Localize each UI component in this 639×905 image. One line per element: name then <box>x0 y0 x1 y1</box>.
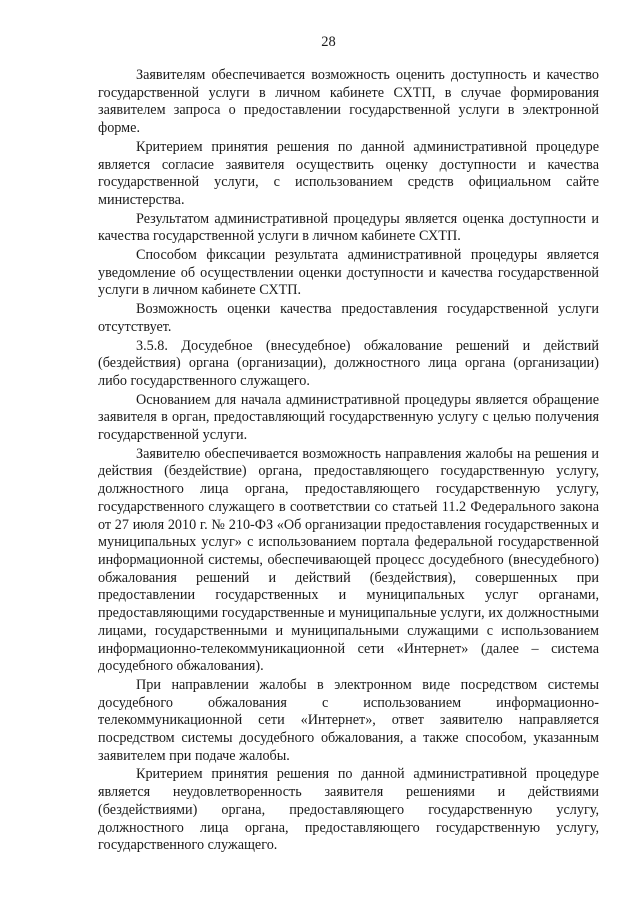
paragraph-3: Результатом административной процедуры является оценка доступности и качества государственной услуги в личном кабинете СХТП. <box>98 210 599 245</box>
paragraph-10: Критерием принятия решения по данной административной процедуре является неудовлетворенность заявителя решениями и действиями (бездействиями) органа, предоставляющего государственную услугу, должностного лица органа, предоставляющего государственную услугу, государственного служащего. <box>98 766 599 854</box>
section-heading-3-5-8: 3.5.8. Досудебное (внесудебное) обжалование решений и действий (бездействия) органа (организации), должностного лица органа (организации) либо государственного служащего. <box>98 337 599 389</box>
paragraph-8: Заявителю обеспечивается возможность направления жалобы на решения и действия (бездействие) органа, предоставляющего государственную услугу, должностного лица органа, предоставляющего государственную услугу, государственного служащего в соответствии со статьей 11.2 Федерального закона от 27 июля 2010 г. № 210-ФЗ «Об организации предоставления государственных и муниципальных услуг» с использованием портала федеральной государственной информационной системы, обеспечивающей процесс досудебного (внесудебного) обжалования решений и действий (бездействия), совершенных при предоставлении государственных и муниципальных услуг органами, предоставляющими государственные и муниципальные услуги, их должностными лицами, государственными и муниципальными служащими с использованием информационно-телекоммуникационной сети «Интернет» (далее – система досудебного обжалования). <box>98 445 599 675</box>
page-number: 28 <box>321 34 336 50</box>
paragraph-4: Способом фиксации результата административной процедуры является уведомление об осуществлении оценки доступности и качества государственной услуги в личном кабинете СХТП. <box>98 247 599 299</box>
paragraph-7: Основанием для начала административной процедуры является обращение заявителя в орган, предоставляющий государственную услугу с целью получения государственной услуги. <box>98 391 599 444</box>
paragraph-1: Заявителям обеспечивается возможность оценить доступность и качество государственной услуги в личном кабинете СХТП, в случае формирования заявителем запроса о предоставлении государственной услуги в электронной форме. <box>98 67 599 137</box>
paragraph-5: Возможность оценки качества предоставления государственной услуги отсутствует. <box>98 301 599 335</box>
paragraph-2: Критерием принятия решения по данной административной процедуре является согласие заявителя осуществить оценку доступности и качества государственной услуги, с использованием средств официальном сайте министерства. <box>98 138 599 208</box>
paragraph-9: При направлении жалобы в электронном виде посредством системы досудебного обжалования с использованием информационно-телекоммуникационной сети «Интернет», ответ заявителю направляется посредством системы досудебного обжалования, а также способом, указанным заявителем при подаче жалобы. <box>98 676 599 764</box>
